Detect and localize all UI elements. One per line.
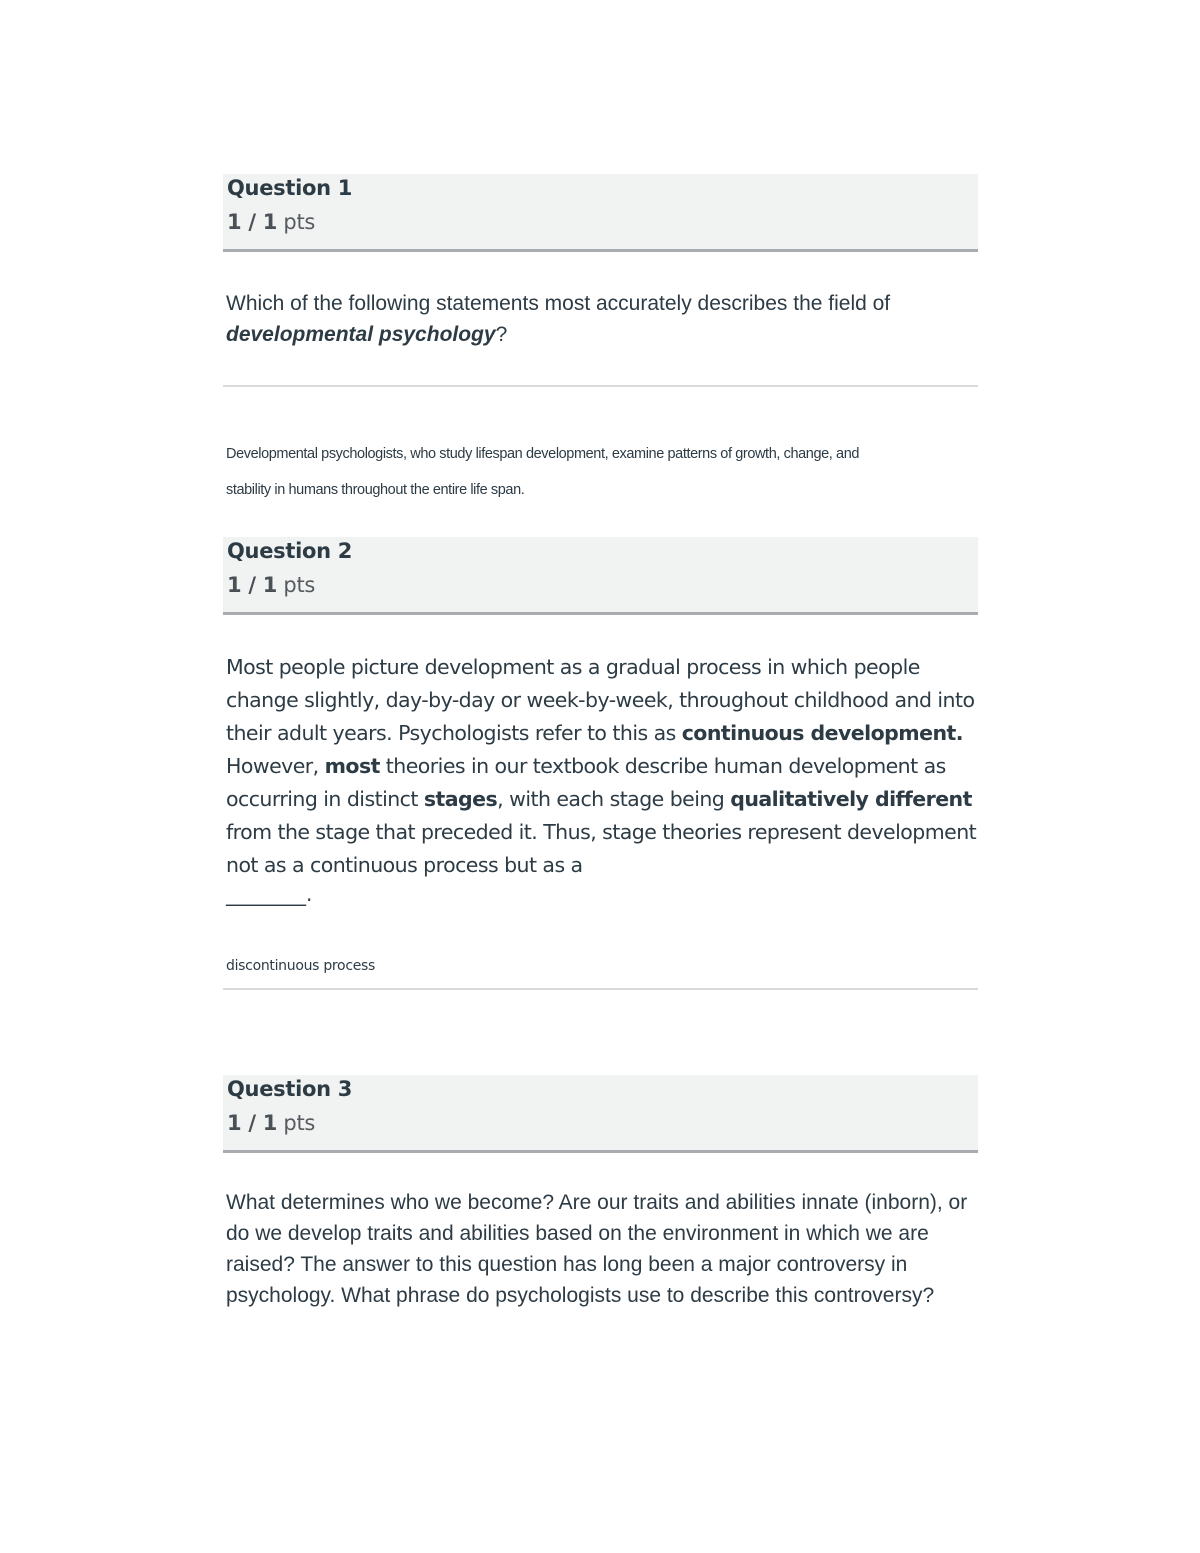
prompt-text: Which of the following statements most accurately describes the field of (226, 292, 891, 315)
question-1-answer (226, 436, 986, 508)
answer-line: stability in humans throughout the entire life span. (226, 482, 525, 498)
points-score: 1 / 1 (227, 573, 278, 597)
prompt-bold-term: stages (423, 787, 498, 811)
prompt-bold-term: continuous development. (681, 721, 963, 745)
prompt-text: However, (226, 754, 325, 778)
question-3-header (223, 1075, 978, 1153)
points-score: 1 / 1 (227, 210, 278, 234)
question-3-prompt: What determines who we become? Are our traits and abilities innate (inborn), or do we develop traits and abilities based on the environment in which we are raised? The answer to this question has long been a major controversy in psychology. What phrase do psychologists use to describe this controversy? (226, 1191, 968, 1307)
question-2-answer: discontinuous process (226, 958, 376, 974)
prompt-emphasis: developmental psychology (226, 323, 496, 346)
question-points (227, 1111, 315, 1135)
question-title: Question 2 (227, 539, 353, 563)
question-2-header (223, 537, 978, 615)
question-title: Question 3 (227, 1077, 353, 1101)
prompt-text: , with each stage being (497, 787, 731, 811)
question-title: Question 1 (227, 176, 353, 200)
prompt-text: from the stage that preceded it. Thus, stage theories represent development not as a continuous process but as a (226, 820, 977, 877)
points-unit: pts (283, 573, 316, 597)
question-points (227, 210, 315, 234)
divider (223, 385, 978, 387)
points-unit: pts (283, 1111, 316, 1135)
answer-line: Developmental psychologists, who study lifespan development, examine patterns of growth, change, and (226, 446, 860, 462)
question-1-header (223, 174, 978, 252)
prompt-text: Most people picture development as a gradual process in which people change slightly, day-by-day or week-by-week, throughout childhood and into their adult years. Psychologists refer to this as (226, 655, 975, 745)
prompt-bold-term: qualitatively different (730, 787, 972, 811)
prompt-bold-term: most (324, 754, 380, 778)
question-2-blank: ________. (226, 882, 313, 906)
points-score: 1 / 1 (227, 1111, 278, 1135)
question-2-prompt (226, 651, 986, 882)
points-unit: pts (283, 210, 316, 234)
question-1-prompt (226, 288, 986, 350)
divider (223, 988, 978, 990)
question-points (227, 573, 315, 597)
prompt-text-end: ? (495, 323, 508, 346)
prompt-text: theories in our textbook describe human development as occurring in distinct (226, 754, 946, 811)
